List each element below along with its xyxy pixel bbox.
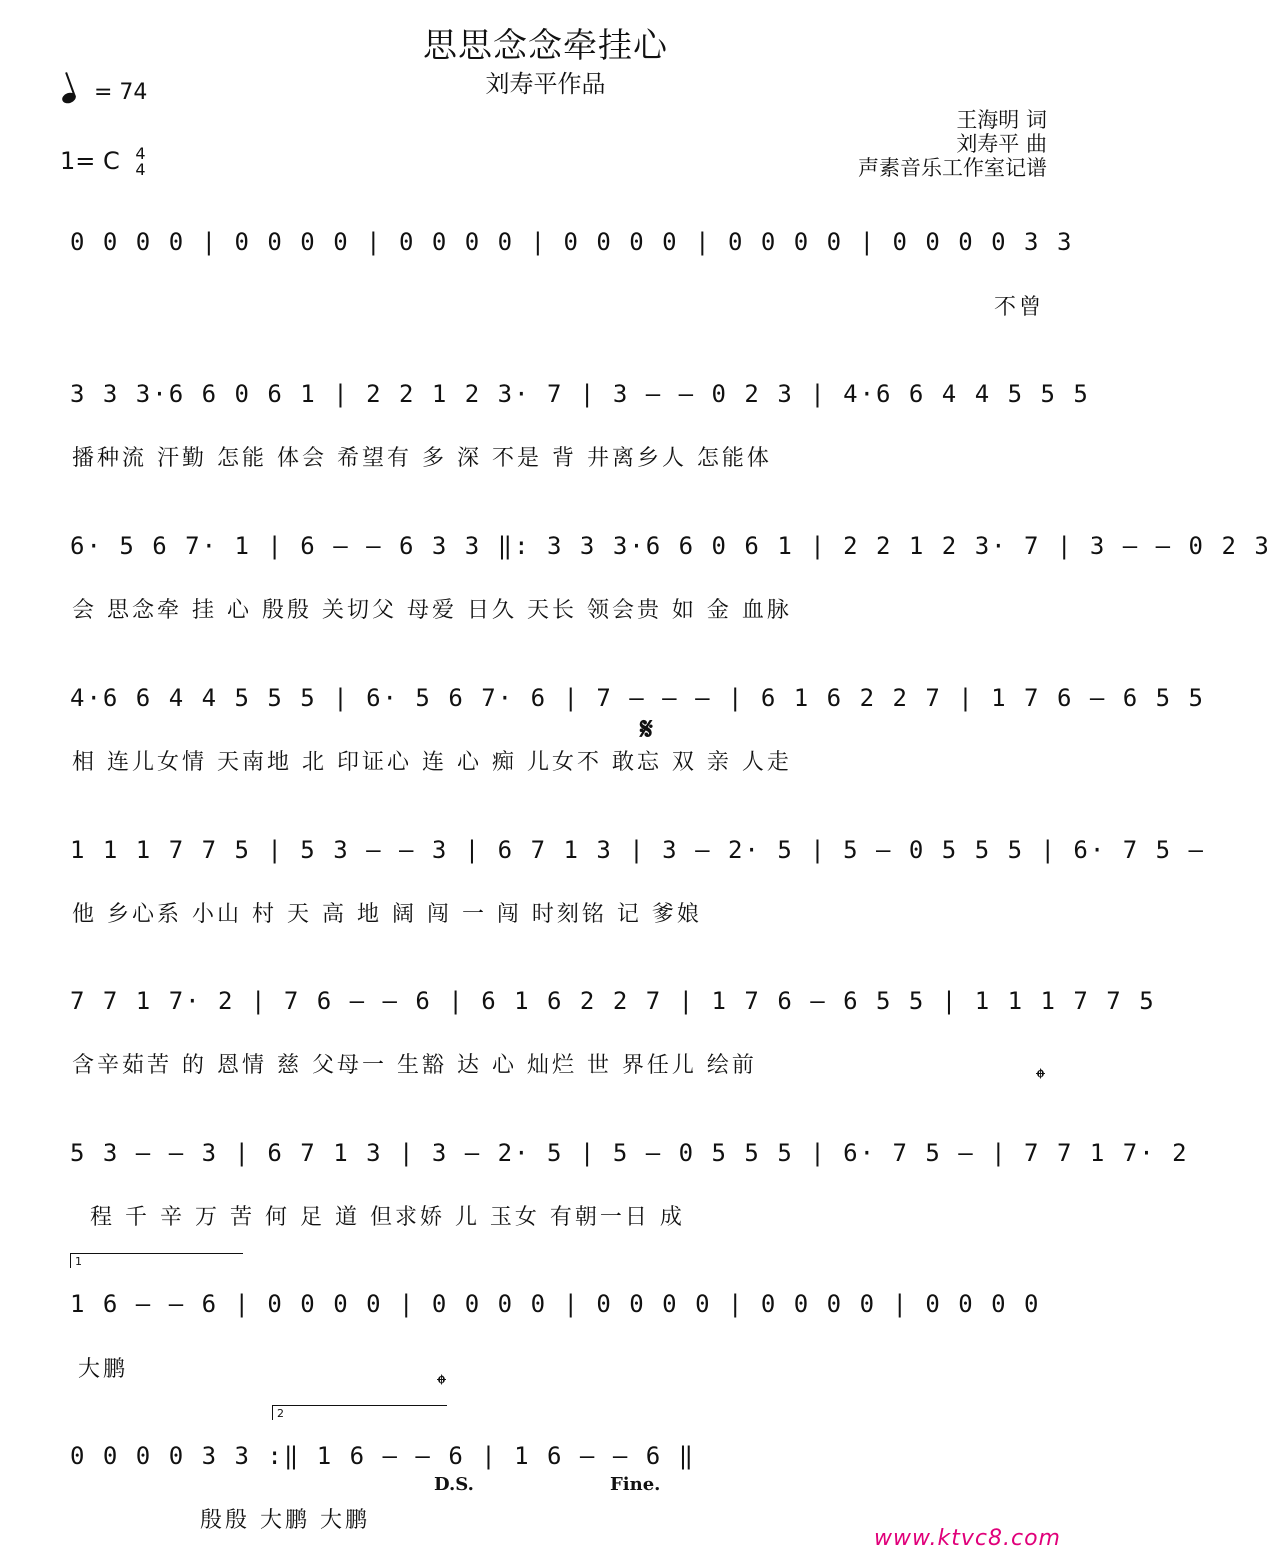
notation-line-8: 1 6 — — 6 | 0 0 0 0 | 0 0 0 0 | 0 0 0 0 | 0 0 0 0 | 0 0 0 0 bbox=[70, 1290, 1041, 1318]
page-title: 思思念念牵挂心 bbox=[423, 26, 668, 66]
composer-credit: 刘寿平 曲 bbox=[956, 132, 1047, 156]
notation-line-6: 7 7 1 7· 2 | 7 6 — — 6 | 6 1 6 2 2 7 | 1 7 6 — 6 5 5 | 1 1 1 7 7 5 bbox=[70, 987, 1156, 1015]
time-bottom: 4 bbox=[135, 160, 146, 179]
notation-line-7: 5 3 — — 3 | 6 7 1 3 | 3 — 2· 5 | 5 — 0 5 5 5 | 6· 7 5 — | 7 7 1 7· 2 bbox=[70, 1139, 1189, 1167]
volta-bracket-2: 2 bbox=[272, 1405, 447, 1420]
notation-line-5: 1 1 1 7 7 5 | 5 3 — — 3 | 6 7 1 3 | 3 — 2· 5 | 5 — 0 5 5 5 | 6· 7 5 — bbox=[70, 836, 1205, 864]
lyric-line-5: 他 乡心系 小山 村 天 高 地 阔 闯 一 闯 时刻铭 记 爹娘 bbox=[72, 902, 702, 927]
coda-sign-2: 𝄌 bbox=[437, 1370, 446, 1400]
segno-sign: 𝄋 bbox=[640, 712, 653, 747]
notation-line-1: 0 0 0 0 | 0 0 0 0 | 0 0 0 0 | 0 0 0 0 | 0 0 0 0 | 0 0 0 0 3 3 bbox=[70, 228, 1074, 256]
notation-line-9: 0 0 0 0 3 3 :‖ 1 6 — — 6 | 1 6 — — 6 ‖ bbox=[70, 1442, 696, 1470]
fine-label: Fine. bbox=[610, 1474, 661, 1495]
ds-label: D.S. bbox=[434, 1474, 474, 1495]
notation-line-2: 3 3 3·6 6 0 6 1 | 2 2 1 2 3· 7 | 3 — — 0 2 3 | 4·6 6 4 4 5 5 5 bbox=[70, 380, 1090, 408]
key-signature bbox=[60, 146, 146, 178]
lyric-line-9: 殷殷 大鹏 大鹏 bbox=[200, 1508, 370, 1533]
page-subtitle: 刘寿平作品 bbox=[485, 70, 606, 98]
lyric-line-2: 播种流 汗勤 怎能 体会 希望有 多 深 不是 背 井离乡人 怎能体 bbox=[72, 446, 772, 471]
notation-line-3: 6· 5 6 7· 1 | 6 — — 6 3 3 ‖: 3 3 3·6 6 0 6 1 | 2 2 1 2 3· 7 | 3 — — 0 2 3 bbox=[70, 532, 1271, 560]
tempo-marking bbox=[62, 80, 147, 105]
lyricist-credit: 王海明 词 bbox=[956, 108, 1047, 132]
quarter-note-icon bbox=[61, 91, 78, 105]
key-label: 1= C bbox=[60, 147, 120, 175]
transcriber-credit: 声素音乐工作室记谱 bbox=[858, 156, 1047, 180]
coda-sign: 𝄌 bbox=[1036, 1064, 1045, 1094]
watermark: www.ktvc8.com bbox=[873, 1526, 1061, 1551]
lyric-line-3: 会 思念牵 挂 心 殷殷 关切父 母爱 日久 天长 领会贵 如 金 血脉 bbox=[72, 598, 792, 623]
lyric-line-1: 不曾 bbox=[994, 295, 1045, 320]
notation-line-4: 4·6 6 4 4 5 5 5 | 6· 5 6 7· 6 | 7 — — — | 6 1 6 2 2 7 | 1 7 6 — 6 5 5 bbox=[70, 684, 1205, 712]
lyric-line-7: 程 千 辛 万 苦 何 足 道 但求娇 儿 玉女 有朝一日 成 bbox=[90, 1205, 685, 1230]
tempo-value: = 74 bbox=[94, 80, 148, 105]
lyric-line-8: 大鹏 bbox=[78, 1357, 129, 1382]
time-top: 4 bbox=[135, 144, 146, 163]
lyric-line-6: 含辛茹苦 的 恩情 慈 父母一 生豁 达 心 灿烂 世 界任儿 绘前 bbox=[72, 1053, 757, 1078]
volta-bracket-1: 1 bbox=[70, 1253, 243, 1268]
lyric-line-4: 相 连儿女情 天南地 北 印证心 连 心 痴 儿女不 敢忘 双 亲 人走 bbox=[72, 750, 792, 775]
time-signature bbox=[135, 146, 145, 178]
